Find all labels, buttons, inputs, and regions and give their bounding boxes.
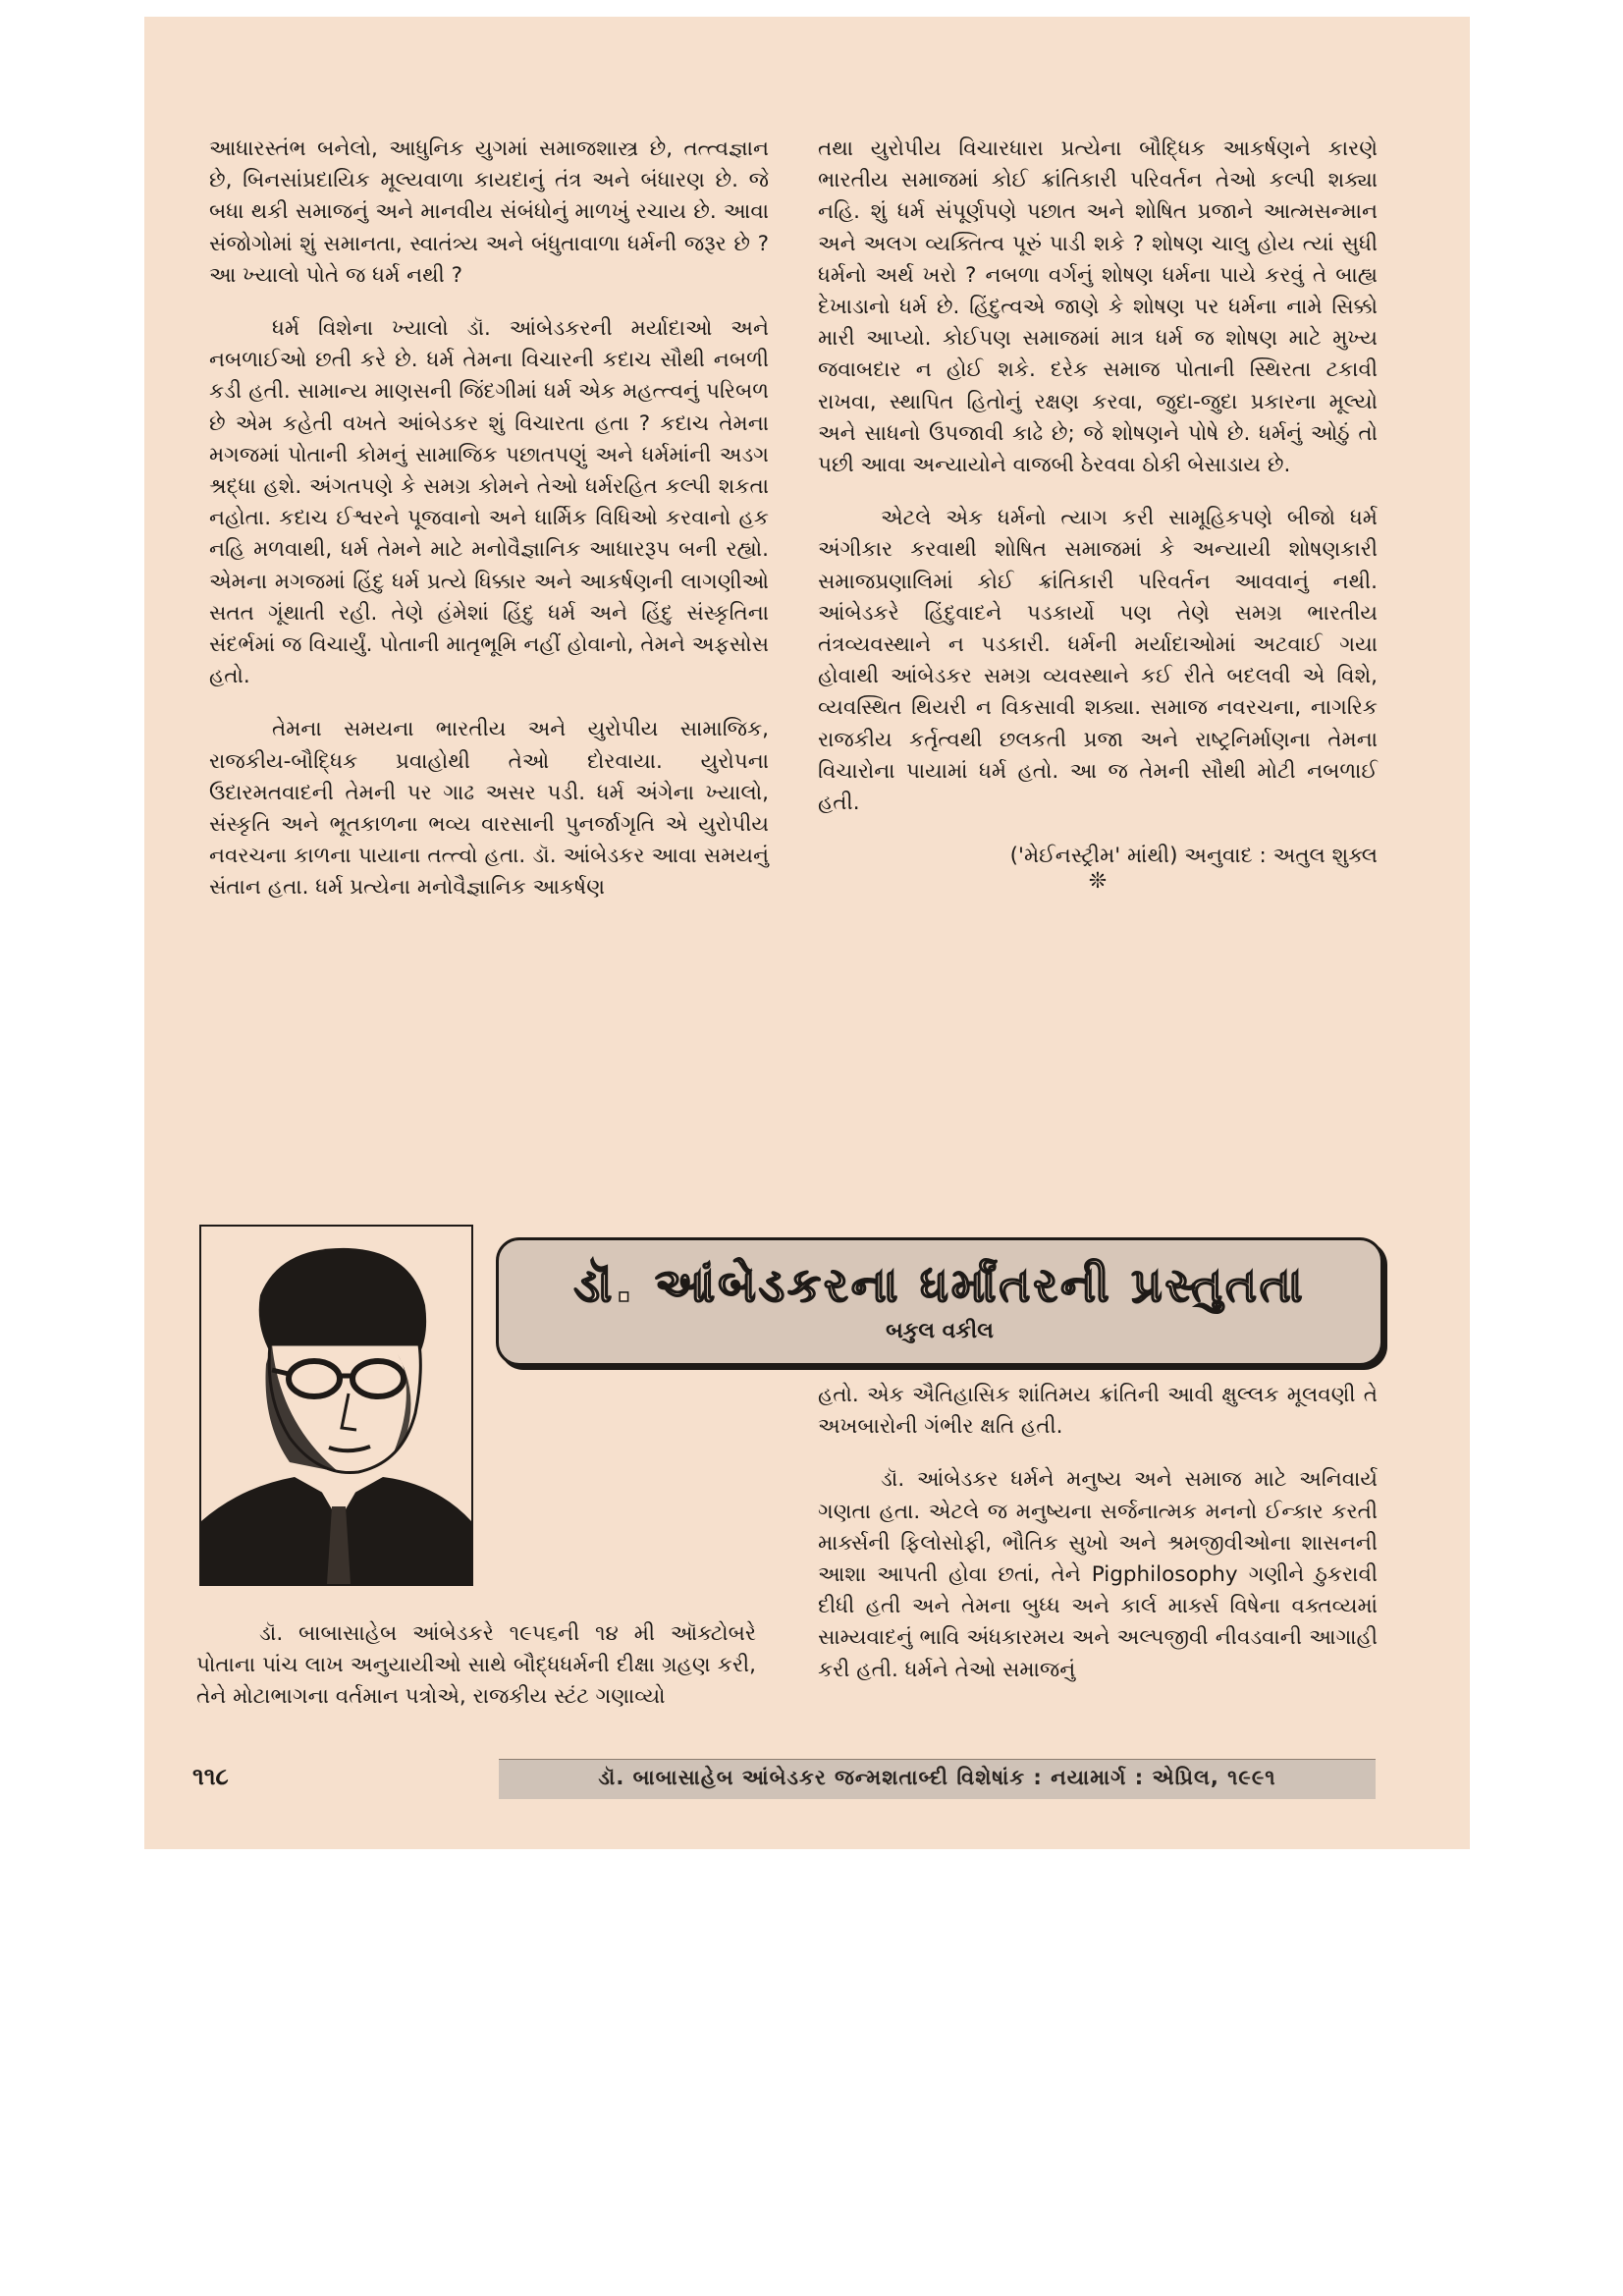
ambedkar-portrait bbox=[199, 1225, 473, 1586]
article-column-right-top bbox=[818, 134, 1378, 899]
paragraph: એટલે એક ધર્મનો ત્યાગ કરી સામૂહિકપણે બીજો ધર્મ અંગીકાર કરવાથી શોષિત સમાજમાં કે અન્યાયી શોષણકારી સમાજપ્રણાલિમાં કોઈ ક્રાંતિકારી પરિવર્તન આવવાનું નથી. આંબેડકરે હિંદુવાદને પડકાર્યો પણ તેણે સમગ્ર ભારતીય તંત્રવ્યવસ્થાને ન પડકારી. ધર્મની મર્યાદાઓમાં અટવાઈ ગયા હોવાથી આંબેડકર સમગ્ર વ્યવસ્થાને કઈ રીતે બદલવી એ વિશે, વ્યવસ્થિત થિયરી ન વિકસાવી શક્યા. સમાજ નવરચના, નાગરિક રાજકીય કર્તૃત્વથી છલકતી પ્રજા અને રાષ્ટ્રનિર્માણના તેમના વિચારોના પાયામાં ધર્મ હતો. આ જ તેમની સૌથી મોટી નબળાઈ હતી. bbox=[818, 506, 1378, 816]
article-title: ડૉ. આંબેડકરના ધર્માંતરની પ્રસ્તુતતા bbox=[573, 1258, 1306, 1313]
article-title-banner bbox=[496, 1237, 1383, 1366]
section-separator: ❊ bbox=[1088, 869, 1108, 895]
paragraph: તેમના સમયના ભારતીય અને યુરોપીય સામાજિક, રાજકીય-બૌદ્ધિક પ્રવાહોથી તેઓ દોરવાયા. યુરોપના ઉદારમતવાદની તેમની પર ગાઢ અસર પડી. ધર્મ અંગેના ખ્યાલો, સંસ્કૃતિ અને ભૂતકાળના ભવ્ય વારસાની પુનર્જાગૃતિ એ યુરોપીય નવરચના કાળના પાયાના તત્ત્વો હતા. ડૉ. આંબેડકર આવા સમયનું સંતાન હતા. ધર્મ પ્રત્યેના મનોવૈજ્ઞાનિક આકર્ષણ bbox=[209, 717, 769, 901]
page-number: ૧૧૮ bbox=[192, 1763, 229, 1790]
paragraph: આધારસ્તંભ બનેલો, આધુનિક યુગમાં સમાજશાસ્ત્ર છે, તત્ત્વજ્ઞાન છે, બિનસાંપ્રદાયિક મૂલ્યવાળા કાયદાનું તંત્ર અને બંધારણ છે. જે બધા થકી સમાજનું અને માનવીય સંબંધોનું માળખું રચાય છે. આવા સંજોગોમાં શું સમાનતા, સ્વાતંત્ર્ય અને બંધુતાવાળા ધર્મની જરૂર છે ? આ ખ્યાલો પોતે જ ધર્મ નથી ? bbox=[209, 137, 769, 288]
paragraph: ડૉ. બાબાસાહેબ આંબેડકરે ૧૯૫૬ની ૧૪ મી ઑક્ટોબરે પોતાના પાંચ લાખ અનુયાયીઓ સાથે બૌદ્ધધર્મની દીક્ષા ગ્રહણ કરી, તેને મોટાભાગના વર્તમાન પત્રોએ, રાજકીય સ્ટંટ ગણાવ્યો bbox=[196, 1621, 756, 1710]
portrait-illustration bbox=[201, 1227, 471, 1584]
translation-credit: ('મેઈનસ્ટ્રીમ' માંથી) અનુવાદ : અતુલ શુક્લ bbox=[1009, 844, 1378, 869]
footer-banner bbox=[499, 1759, 1376, 1799]
article-column-left-top bbox=[209, 134, 769, 926]
footer-text: ડૉ. બાબાસાહેબ આંબેડકર જન્મશતાબ્દી વિશેષાંક : નયામાર્ગ : એપ્રિલ, ૧૯૯૧ bbox=[598, 1766, 1276, 1789]
paragraph: ડૉ. આંબેડકર ધર્મને મનુષ્ય અને સમાજ માટે અનિવાર્ય ગણતા હતા. એટલે જ મનુષ્યના સર્જનાત્મક મનનો ઈન્કાર કરતી માર્ક્સની ફિલોસોફી, ભૌતિક સુખો અને શ્રમજીવીઓના શાસનની આશા આપતી હોવા છતાં, તેને Pigphilosophy ગણીને ઠુકરાવી દીધી હતી અને તેમના બુધ્ધ અને કાર્લ માર્ક્સ વિષેના વક્તવ્યમાં સામ્યવાદનું ભાવિ અંધકારમય અને અલ્પજીવી નીવડવાની આગાહી કરી હતી. ધર્મને તેઓ સમાજનું bbox=[818, 1467, 1378, 1682]
paragraph: ધર્મ વિશેના ખ્યાલો ડૉ. આંબેડકરની મર્યાદાઓ અને નબળાઈઓ છતી કરે છે. ધર્મ તેમના વિચારની કદાચ સૌથી નબળી કડી હતી. સામાન્ય માણસની જિંદગીમાં ધર્મ એક મહત્ત્વનું પરિબળ છે એમ કહેતી વખતે આંબેડકર શું વિચારતા હતા ? કદાચ તેમના મગજમાં પોતાની કોમનું સામાજિક પછાતપણું અને ધર્મમાંની અડગ શ્રદ્ધા હશે. અંગતપણે કે સમગ્ર કોમને તેઓ ધર્મરહિત કલ્પી શકતા નહોતા. કદાચ ઈશ્વરને પૂજવાનો અને ધાર્મિક વિધિઓ કરવાનો હક નહિ મળવાથી, ધર્મ તેમને માટે મનોવૈજ્ઞાનિક આધારરૂપ બની રહ્યો. એમના મગજમાં હિંદુ ધર્મ પ્રત્યે ધિક્કાર અને આકર્ષણની લાગણીઓ સતત ગૂંથાતી રહી. તેણે હંમેશાં હિંદુ ધર્મ અને હિંદુ સંસ્કૃતિના સંદર્ભમાં જ વિચાર્યું. પોતાની માતૃભૂમિ નહીં હોવાનો, તેમને અફસોસ હતો. bbox=[209, 316, 769, 689]
article-column-right-bottom bbox=[818, 1380, 1378, 1708]
paragraph: હતો. એક ઐતિહાસિક શાંતિમય ક્રાંતિની આવી ક્ષુલ્લક મૂલવણી તે અખબારોની ગંભીર ક્ષતિ હતી. bbox=[818, 1383, 1378, 1440]
article-column-left-bottom bbox=[196, 1618, 756, 1735]
paragraph: તથા યુરોપીય વિચારધારા પ્રત્યેના બૌદ્ધિક આકર્ષણને કારણે ભારતીય સમાજમાં કોઈ ક્રાંતિકારી પરિવર્તન તેઓ કલ્પી શક્યા નહિ. શું ધર્મ સંપૂર્ણપણે પછાત અને શોષિત પ્રજાને આત્મસન્માન અને અલગ વ્યક્તિત્વ પૂરું પાડી શકે ? શોષણ ચાલુ હોય ત્યાં સુધી ધર્મનો અર્થ ખરો ? નબળા વર્ગનું શોષણ ધર્મના પાયે કરવું તે બાહ્ય દેખાડાનો ધર્મ છે. હિંદુત્વએ જાણે કે શોષણ પર ધર્મના નામે સિક્કો મારી આપ્યો. કોઈપણ સમાજમાં માત્ર ધર્મ જ શોષણ માટે મુખ્ય જવાબદાર ન હોઈ શકે. દરેક સમાજ પોતાની સ્થિરતા ટકાવી રાખવા, સ્થાપિત હિતોનું રક્ષણ કરવા, જુદા-જુદા પ્રકારના મૂલ્યો અને સાધનો ઉપજાવી કાઢે છે; જે શોષણને પોષે છે. ધર્મનું ઓઠું તો પછી આવા અન્યાયોને વાજબી ઠેરવવા ઠોકી બેસાડાય છે. bbox=[818, 137, 1378, 478]
article-author: બકુલ વકીલ bbox=[886, 1319, 994, 1343]
